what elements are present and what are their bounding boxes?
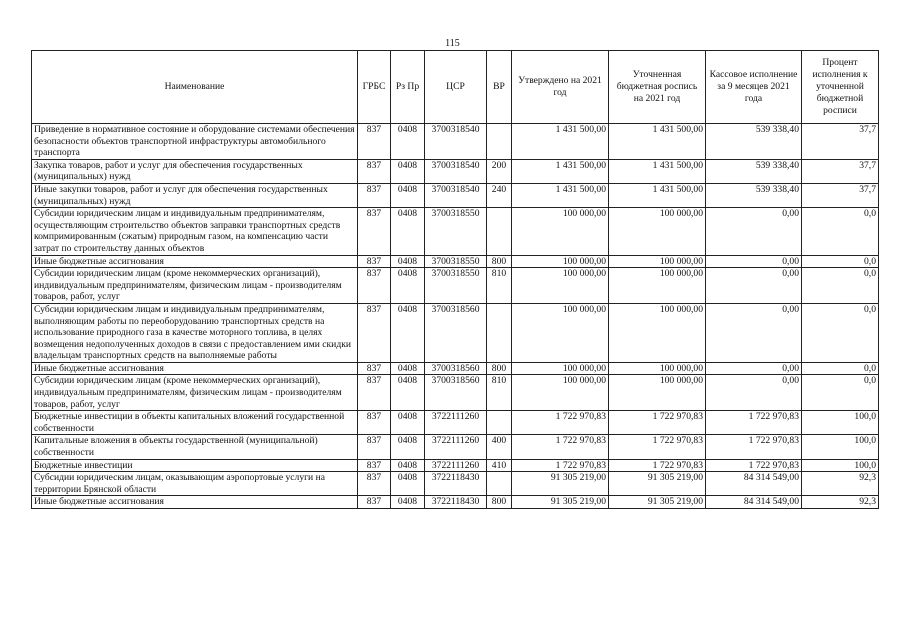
row-csr: 3700318550: [425, 208, 487, 255]
header-csr: ЦСР: [425, 51, 487, 124]
row-grbs: 837: [358, 124, 391, 160]
row-approved: 1 431 500,00: [512, 183, 609, 207]
row-rz-pr: 0408: [391, 159, 425, 183]
table-row: [32, 472, 879, 496]
table-header: [32, 51, 879, 124]
row-rz-pr: 0408: [391, 255, 425, 268]
row-clarified: 1 722 970,83: [609, 411, 706, 435]
row-name: Субсидии юридическим лицам и индивидуальным предпринимателям, выполняющим работы по переоборудованию транспортных средств на использование природного газа в качестве моторного топлива, в целях возмещения недополученных доходов в связи с предоставлением ими скидки владельцам транспортных средств на выполняемые работы: [32, 303, 358, 362]
row-percent: 100,0: [802, 459, 879, 472]
table-row: [32, 435, 879, 459]
row-name: Субсидии юридическим лицам (кроме некоммерческих организаций), индивидуальным предпринимателям, физическим лицам - производителям товаров, работ, услуг: [32, 268, 358, 304]
row-approved: 1 722 970,83: [512, 411, 609, 435]
row-rz-pr: 0408: [391, 303, 425, 362]
row-percent: 100,0: [802, 435, 879, 459]
row-percent: 0,0: [802, 375, 879, 411]
row-cash: 84 314 549,00: [706, 496, 802, 509]
row-clarified: 100 000,00: [609, 268, 706, 304]
row-vr: 810: [487, 268, 512, 304]
row-grbs: 837: [358, 472, 391, 496]
row-name: Закупка товаров, работ и услуг для обеспечения государственных (муниципальных) нужд: [32, 159, 358, 183]
row-clarified: 91 305 219,00: [609, 472, 706, 496]
row-grbs: 837: [358, 208, 391, 255]
row-approved: 100 000,00: [512, 255, 609, 268]
row-approved: 1 722 970,83: [512, 459, 609, 472]
header-clarified: Уточненная бюджетная роспись на 2021 год: [609, 51, 706, 124]
row-cash: 1 722 970,83: [706, 435, 802, 459]
row-clarified: 1 431 500,00: [609, 183, 706, 207]
row-csr: 3700318540: [425, 159, 487, 183]
row-csr: 3722111260: [425, 411, 487, 435]
row-name: Иные бюджетные ассигнования: [32, 496, 358, 509]
table-row: [32, 459, 879, 472]
row-vr: [487, 411, 512, 435]
row-approved: 1 431 500,00: [512, 124, 609, 160]
row-percent: 37,7: [802, 159, 879, 183]
row-rz-pr: 0408: [391, 208, 425, 255]
header-vr: ВР: [487, 51, 512, 124]
row-cash: 0,00: [706, 303, 802, 362]
table-row: [32, 411, 879, 435]
row-approved: 100 000,00: [512, 375, 609, 411]
row-vr: 800: [487, 255, 512, 268]
page-number: 115: [445, 38, 460, 49]
row-csr: 3722111260: [425, 459, 487, 472]
row-percent: 0,0: [802, 268, 879, 304]
row-clarified: 1 431 500,00: [609, 124, 706, 160]
row-name: Иные закупки товаров, работ и услуг для обеспечения государственных (муниципальных) нужд: [32, 183, 358, 207]
row-grbs: 837: [358, 375, 391, 411]
row-percent: 0,0: [802, 362, 879, 375]
row-cash: 84 314 549,00: [706, 472, 802, 496]
row-approved: 100 000,00: [512, 268, 609, 304]
row-cash: 0,00: [706, 255, 802, 268]
row-grbs: 837: [358, 435, 391, 459]
row-name: Иные бюджетные ассигнования: [32, 362, 358, 375]
row-name: Бюджетные инвестиции: [32, 459, 358, 472]
header-approved: Утверждено на 2021 год: [512, 51, 609, 124]
row-approved: 100 000,00: [512, 362, 609, 375]
row-clarified: 1 722 970,83: [609, 459, 706, 472]
row-grbs: 837: [358, 496, 391, 509]
row-clarified: 1 722 970,83: [609, 435, 706, 459]
row-csr: 3700318540: [425, 183, 487, 207]
row-grbs: 837: [358, 159, 391, 183]
row-grbs: 837: [358, 303, 391, 362]
row-vr: [487, 472, 512, 496]
row-vr: 800: [487, 362, 512, 375]
row-vr: [487, 208, 512, 255]
table-row: [32, 362, 879, 375]
row-vr: [487, 124, 512, 160]
row-csr: 3700318550: [425, 255, 487, 268]
row-rz-pr: 0408: [391, 459, 425, 472]
row-percent: 37,7: [802, 183, 879, 207]
row-clarified: 100 000,00: [609, 375, 706, 411]
row-vr: 800: [487, 496, 512, 509]
row-csr: 3700318560: [425, 375, 487, 411]
row-vr: 810: [487, 375, 512, 411]
row-vr: 410: [487, 459, 512, 472]
header-percent: Процент исполнения к уточненной бюджетной росписи: [802, 51, 879, 124]
row-approved: 100 000,00: [512, 303, 609, 362]
row-cash: 539 338,40: [706, 124, 802, 160]
row-percent: 0,0: [802, 208, 879, 255]
row-cash: 539 338,40: [706, 183, 802, 207]
row-percent: 37,7: [802, 124, 879, 160]
row-cash: 1 722 970,83: [706, 411, 802, 435]
row-name: Иные бюджетные ассигнования: [32, 255, 358, 268]
row-csr: 3722118430: [425, 496, 487, 509]
row-rz-pr: 0408: [391, 496, 425, 509]
row-rz-pr: 0408: [391, 472, 425, 496]
row-clarified: 100 000,00: [609, 362, 706, 375]
row-rz-pr: 0408: [391, 435, 425, 459]
row-name: Капитальные вложения в объекты государственной (муниципальной) собственности: [32, 435, 358, 459]
row-percent: 92,3: [802, 496, 879, 509]
row-clarified: 100 000,00: [609, 208, 706, 255]
table-row: [32, 124, 879, 160]
row-name: Бюджетные инвестиции в объекты капитальных вложений государственной собственности: [32, 411, 358, 435]
row-approved: 91 305 219,00: [512, 472, 609, 496]
row-cash: 1 722 970,83: [706, 459, 802, 472]
row-cash: 0,00: [706, 362, 802, 375]
row-vr: 400: [487, 435, 512, 459]
row-approved: 1 722 970,83: [512, 435, 609, 459]
row-name: Субсидии юридическим лицам (кроме некоммерческих организаций), индивидуальным предпринимателям, физическим лицам - производителям товаров, работ, услуг: [32, 375, 358, 411]
table-row: [32, 303, 879, 362]
row-grbs: 837: [358, 362, 391, 375]
row-rz-pr: 0408: [391, 362, 425, 375]
row-name: Субсидии юридическим лицам, оказывающим аэропортовые услуги на территории Брянской области: [32, 472, 358, 496]
table-row: [32, 183, 879, 207]
row-rz-pr: 0408: [391, 375, 425, 411]
row-clarified: 91 305 219,00: [609, 496, 706, 509]
table-row: [32, 208, 879, 255]
row-cash: 539 338,40: [706, 159, 802, 183]
row-name: Субсидии юридическим лицам и индивидуальным предпринимателям, осуществляющим строительство объектов заправки транспортных средств компримированным (сжатым) природным газом, на компенсацию части затрат по строительству данных объектов: [32, 208, 358, 255]
row-cash: 0,00: [706, 375, 802, 411]
table-row: [32, 496, 879, 509]
row-csr: 3700318560: [425, 303, 487, 362]
row-csr: 3700318550: [425, 268, 487, 304]
row-clarified: 1 431 500,00: [609, 159, 706, 183]
table-body: [32, 124, 879, 509]
row-approved: 1 431 500,00: [512, 159, 609, 183]
row-vr: 240: [487, 183, 512, 207]
table-row: [32, 375, 879, 411]
header-cash: Кассовое исполнение за 9 месяцев 2021 года: [706, 51, 802, 124]
row-cash: 0,00: [706, 208, 802, 255]
row-csr: 3722111260: [425, 435, 487, 459]
row-percent: 0,0: [802, 303, 879, 362]
row-grbs: 837: [358, 411, 391, 435]
row-csr: 3700318560: [425, 362, 487, 375]
row-rz-pr: 0408: [391, 183, 425, 207]
row-vr: 200: [487, 159, 512, 183]
table-row: [32, 268, 879, 304]
row-grbs: 837: [358, 255, 391, 268]
row-percent: 100,0: [802, 411, 879, 435]
row-percent: 92,3: [802, 472, 879, 496]
row-grbs: 837: [358, 183, 391, 207]
row-vr: [487, 303, 512, 362]
header-grbs: ГРБС: [358, 51, 391, 124]
row-csr: 3722118430: [425, 472, 487, 496]
row-rz-pr: 0408: [391, 411, 425, 435]
row-name: Приведение в нормативное состояние и оборудование системами обеспечения безопасности объектов транспортной инфраструктуры автомобильного транспорта: [32, 124, 358, 160]
table-row: [32, 255, 879, 268]
row-rz-pr: 0408: [391, 268, 425, 304]
row-clarified: 100 000,00: [609, 255, 706, 268]
row-grbs: 837: [358, 268, 391, 304]
row-cash: 0,00: [706, 268, 802, 304]
header-name: Наименование: [32, 51, 358, 124]
budget-table: [31, 50, 879, 509]
table-row: [32, 159, 879, 183]
row-grbs: 837: [358, 459, 391, 472]
row-approved: 100 000,00: [512, 208, 609, 255]
row-percent: 0,0: [802, 255, 879, 268]
row-approved: 91 305 219,00: [512, 496, 609, 509]
header-rz-pr: Рз Пр: [391, 51, 425, 124]
row-rz-pr: 0408: [391, 124, 425, 160]
row-clarified: 100 000,00: [609, 303, 706, 362]
row-csr: 3700318540: [425, 124, 487, 160]
